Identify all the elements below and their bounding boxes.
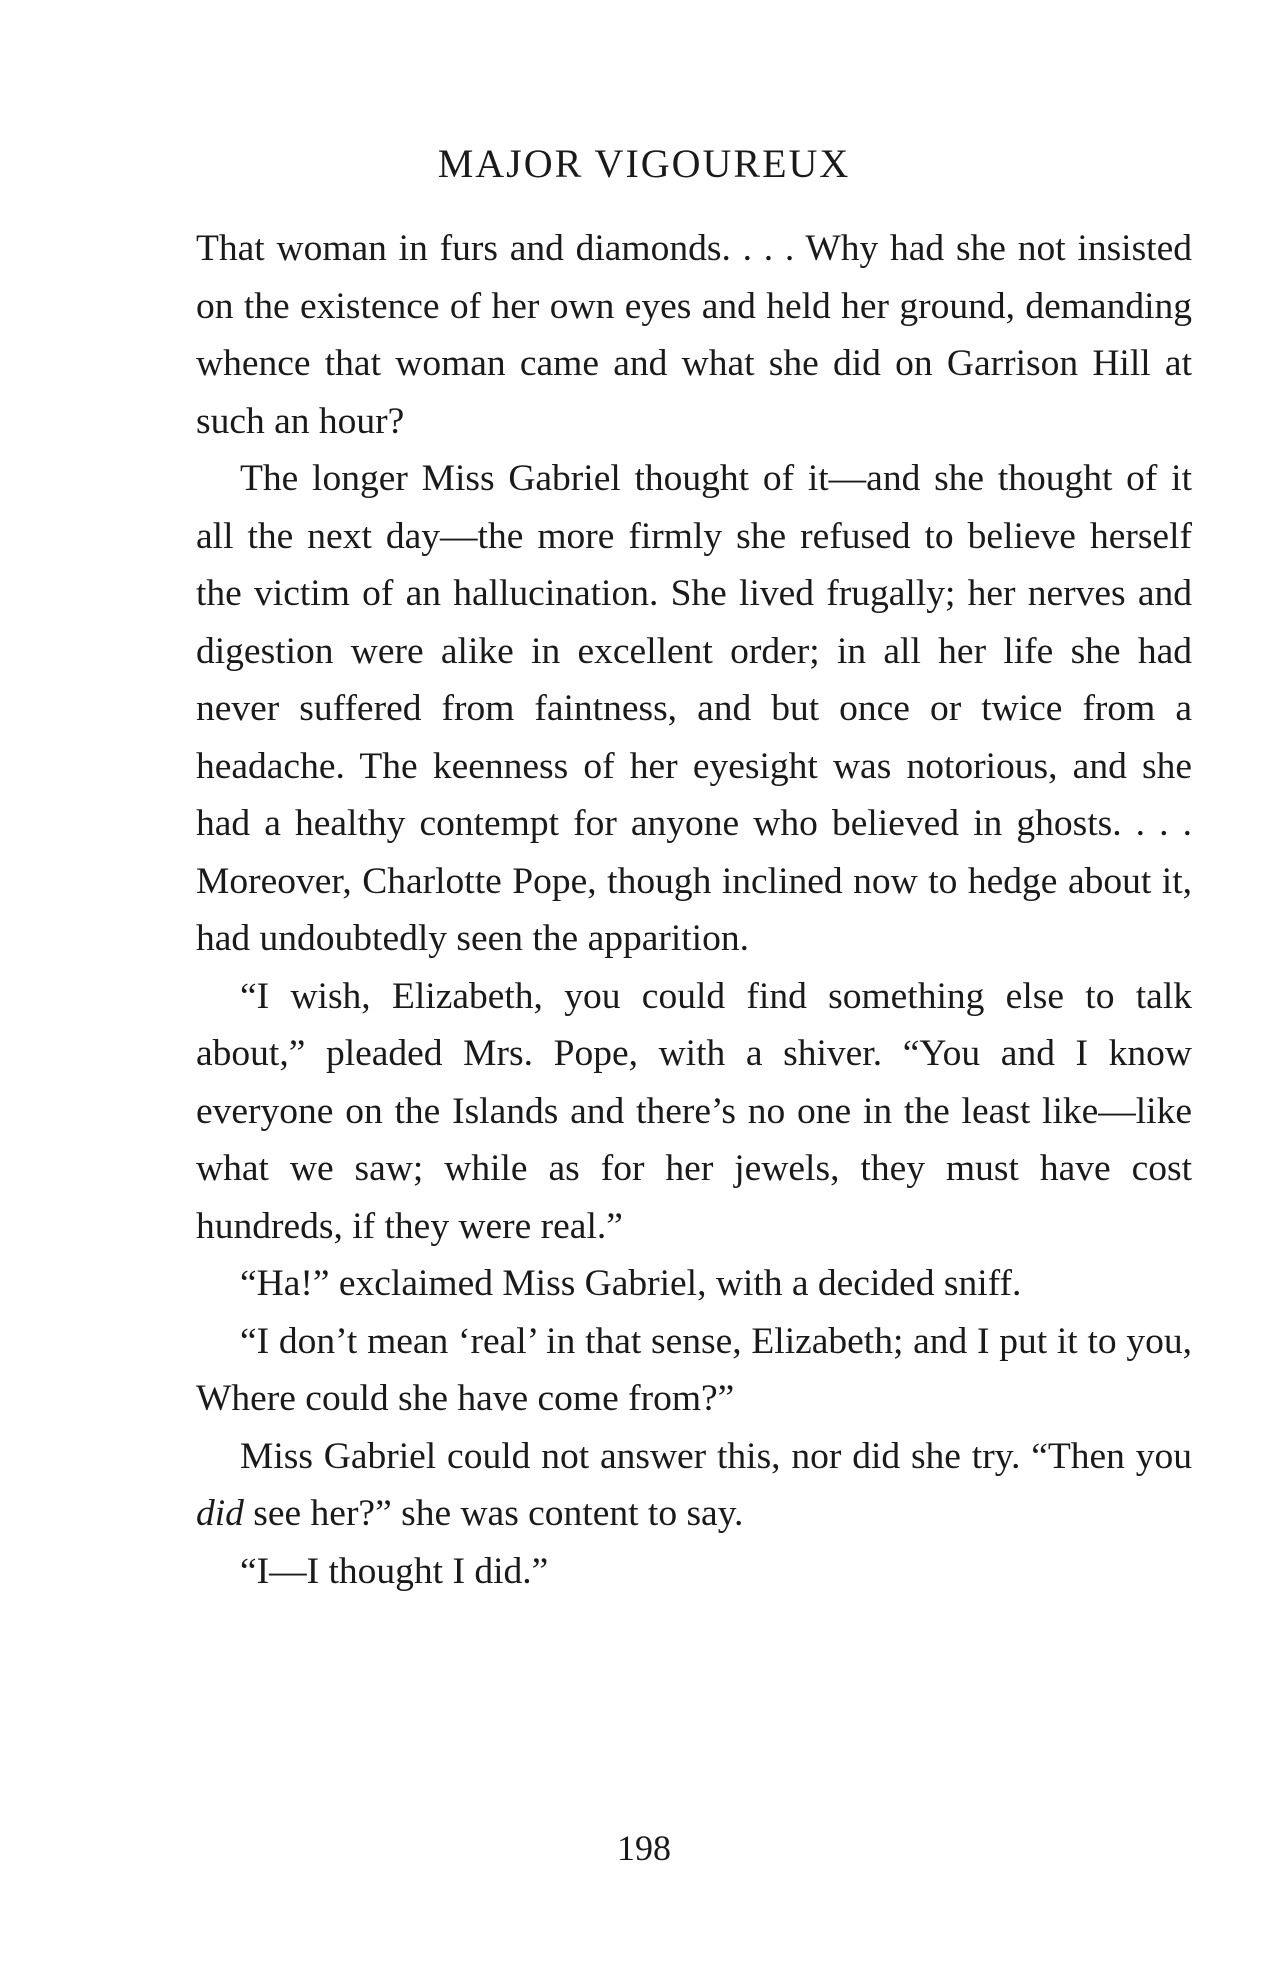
running-head: MAJOR VIGOUREUX — [437, 141, 851, 186]
paragraph: “Ha!” exclaimed Miss Gabriel, with a decided sniff. — [240, 1263, 1022, 1304]
emphasized-word: did — [196, 1493, 244, 1534]
paragraph — [196, 1428, 1192, 1543]
paragraph: That woman in furs and diamonds. . . . Why had she not insisted on the existence of her own eyes and held her ground, demanding whence that woman came and what she did on Garrison Hill at such an hour? — [196, 228, 1192, 442]
paragraph: “I don’t mean ‘real’ in that sense, Elizabeth; and I put it to you, Where could she have come from?” — [196, 1320, 1192, 1419]
paragraph: “I—I thought I did.” — [240, 1550, 549, 1592]
body-text — [196, 220, 1192, 1600]
paragraph: The longer Miss Gabriel thought of it—and she thought of it all the next day—the more firmly she refused to believe herself the victim of an hallucination. She lived frugally; her nerves and digestion were alike in excellent order; in all her life she had never suffered from faintness, and but once or twice from a headache. The keenness of her eyesight was notorious, and she had a healthy contempt for anyone who believed in ghosts. . . . Moreover, Charlotte Pope, though inclined now to hedge about it, had undoubtedly seen the apparition. — [196, 458, 1192, 959]
paragraph-text: see her?” she was content to say. — [243, 1493, 744, 1534]
paragraph: “I wish, Elizabeth, you could find something else to talk about,” pleaded Mrs. Pope, with a shiver. “You and I know everyone on the Islands and there’s no one in the least like—like what we saw; while as for her jewels, they must have cost hundreds, if they were real.” — [196, 975, 1192, 1247]
paragraph-text: Miss Gabriel could not answer this, nor did she try. “Then you — [240, 1435, 1192, 1477]
page-number: 198 — [617, 1828, 671, 1868]
